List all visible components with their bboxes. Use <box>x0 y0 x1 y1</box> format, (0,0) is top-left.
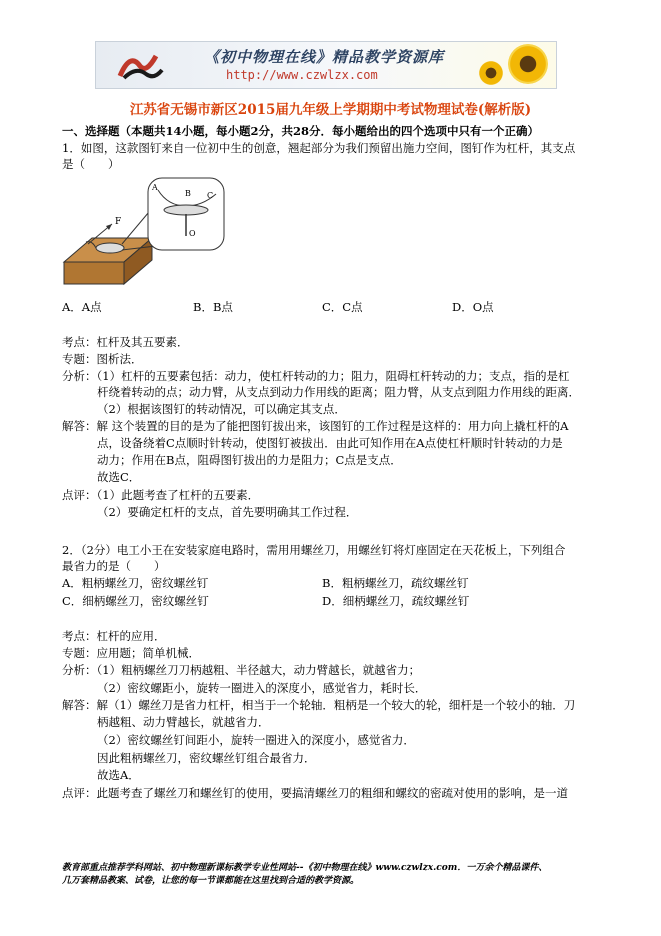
q2-jieda-1: 解答：解（1）螺丝刀是省力杠杆，相当于一个轮轴．粗柄是一个较大的轮，细杆是一个较小的轴．刀 <box>62 698 576 712</box>
q2-kaodian: 考点：杠杆的应用． <box>62 629 166 643</box>
sunflower-image <box>508 44 548 84</box>
q1-dianping-1: 点评：（1）此题考查了杠杆的五要素． <box>62 488 260 502</box>
q1-kaodian: 考点：杠杆及其五要素． <box>62 335 189 349</box>
section-heading: 一、选择题（本题共14小题，每小题2分，共28分．每小题给出的四个选项中只有一个正确） <box>62 124 540 138</box>
q2-fenxi-2: （2）密纹螺距小，旋转一圈进入的深度小，感觉省力，耗时长． <box>97 681 427 695</box>
label-B: B <box>185 189 191 198</box>
label-F: F <box>115 217 122 227</box>
q1-jieda-3: 动力；作用在B点，阻碍图钉拔出的力是阻力；C点是支点． <box>97 453 402 467</box>
q2-jieda-5: 故选A． <box>97 768 140 782</box>
q1-jieda-4: 故选C． <box>97 470 141 484</box>
q2-jieda-3: （2）密纹螺丝钉间距小，旋转一圈进入的深度小，感觉省力． <box>97 733 415 747</box>
q1-option-b: B．B点 <box>193 300 233 314</box>
q2-option-c: C．细柄螺丝刀，密纹螺丝钉 <box>62 594 209 608</box>
q1-dianping-2: （2）要确定杠杆的支点，首先要明确其工作过程． <box>97 505 358 519</box>
q1-fenxi-2: 杆绕着转动的点；动力臂，从支点到动力作用线的距离；阻力臂，从支点到阻力作用线的距离． <box>97 385 580 399</box>
q1-stem-line2: 是（ ） <box>62 157 120 171</box>
q2-dianping-1: 点评：此题考查了螺丝刀和螺丝钉的使用，要搞清螺丝刀的粗细和螺纹的密疏对使用的影响，是一道 <box>62 786 568 800</box>
pushpin-lever-figure <box>62 176 252 294</box>
footer-line-2: 几万套精品教案、试卷，让您的每一节课都能在这里找到合适的教学资源。 <box>62 876 360 886</box>
q2-zhuanti: 专题：应用题；简单机械． <box>62 646 200 660</box>
q2-jieda-4: 因此粗柄螺丝刀，密纹螺丝钉组合最省力． <box>97 751 316 765</box>
page-footer <box>62 862 547 888</box>
label-C: C <box>207 191 214 200</box>
q2-fenxi-1: 分析：（1）粗柄螺丝刀刀柄越粗、半径越大，动力臂越长，就越省力； <box>62 663 421 677</box>
q2-stem-line1: 2．（2分）电工小王在安装家庭电路时，需用用螺丝刀，用螺丝钉将灯座固定在天花板上，下列组合 <box>62 543 566 557</box>
site-banner <box>95 41 557 89</box>
q1-jieda-2: 点，设备绕着C点顺时针转动，使图钉被拔出．由此可知作用在A点使杠杆顺时针转动的力是 <box>97 436 563 450</box>
q1-jieda-1: 解答：解 这个装置的目的是为了能把图钉拔出来，该图钉的工作过程是这样的：用力向上撬杠杆的A <box>62 419 569 433</box>
q1-option-c: C．C点 <box>322 300 363 314</box>
q2-jieda-2: 柄越粗、动力臂越长，就越省力． <box>97 715 270 729</box>
document-title: 江苏省无锡市新区2015届九年级上学期期中考试物理试卷(解析版) <box>129 102 532 118</box>
q2-option-b: B．粗柄螺丝刀，疏纹螺丝钉 <box>322 576 469 590</box>
q1-stem-line1: 1．如图，这款图钉来自一位初中生的创意，翘起部分为我们预留出施力空间，图钉作为杠杆，其支点 <box>62 141 576 155</box>
q1-option-a: A．A点 <box>62 300 102 314</box>
footer-line-1: 教育部重点推荐学科网站、初中物理新课标教学专业性网站--《初中物理在线》www.czwlzx.com．一万余个精品课件、 <box>62 863 548 873</box>
banner-url: http://www.czwlzx.com <box>226 68 378 82</box>
q1-fenxi-3: （2）根据该图钉的转动情况，可以确定其支点． <box>97 402 346 416</box>
label-A: A <box>152 183 158 192</box>
q1-option-d: D．O点 <box>452 300 494 314</box>
site-logo <box>116 48 166 82</box>
q2-stem-line2: 最省力的是（ ） <box>62 559 166 573</box>
q1-zhuanti: 专题：图析法． <box>62 352 143 366</box>
q2-option-a: A．粗柄螺丝刀，密纹螺丝钉 <box>62 576 209 590</box>
sunflower-image <box>478 60 504 86</box>
label-O: O <box>189 229 196 238</box>
banner-title: 《初中物理在线》精品教学资源库 <box>204 48 445 66</box>
q1-fenxi-1: 分析：（1）杠杆的五要素包括：动力，使杠杆转动的力；阻力，阻碍杠杆转动的力；支点，指的是杠 <box>62 369 570 383</box>
q2-option-d: D．细柄螺丝刀，疏纹螺丝钉 <box>322 594 470 608</box>
